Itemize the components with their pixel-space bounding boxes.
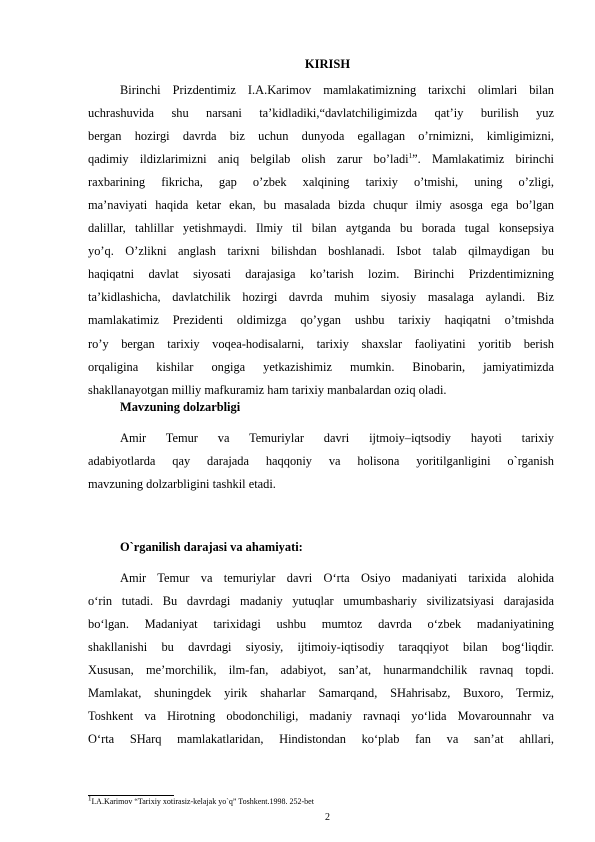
text-line: dalillar, tahlillar yetishmaydi. Ilmiy til bilan aytganda bu borada tugal konsepsiya xyxy=(88,221,554,236)
footnote-divider xyxy=(88,795,174,796)
footnote-mark: 1 xyxy=(88,794,92,803)
text-line: shakllanayotgan milliy mafkuramiz ham tarixiy manbalardan oziq oladi. xyxy=(88,382,447,397)
text-line: mavzuning dolzarbligini tashkil etadi. xyxy=(88,477,276,492)
text-line: Toshkent va Hirotning obodonchiligi, madaniy ravnaqi yo‘lida Movarounnahr va xyxy=(88,709,554,724)
intro-paragraph xyxy=(88,79,554,402)
text-line xyxy=(88,148,554,171)
text-line: adabiyotlarda qay darajada haqqoniy va holisona yoritilganligini o`rganish xyxy=(88,454,554,469)
text-line: ma’naviyati haqida ketar ekan, bu masalada bizda chuqur ilmiy asosga ega bo’lgan xyxy=(88,198,554,213)
text-fragment: ”. Mamlakatimiz birinchi xyxy=(412,152,554,167)
text-line: o‘rin tutadi. Bu davrdagi madaniy yutuqlar umumbashariy sivilizatsiyasi darajasida xyxy=(88,594,554,609)
text-line: yo’q. O’zlikni anglash tarixni bilishdan boshlanadi. Isbot talab qilmaydigan bu xyxy=(88,244,554,259)
text-line: uchrashuvida shu narsani ta’kidladiki,“davlatchiligimizda qat’iy burilish yuz xyxy=(88,106,554,121)
text-line: Amir Temur va temuriylar davri O‘rta Osiyo madaniyati tarixida alohida xyxy=(120,571,554,585)
text-line: Mamlakat, shuningdek yirik shaharlar Samarqand, SHahrisabz, Buxoro, Termiz, xyxy=(88,686,554,701)
footnote-text: I.A.Karimov “Tarixiy xotirasiz-kelajak yo`q” Toshkent.1998. 252-bet xyxy=(91,797,314,806)
section-heading: O`rganilish darajasi va ahamiyati: xyxy=(120,540,303,554)
section2-paragraph xyxy=(88,567,554,751)
text-line: orqaligina kishilar ongiga yetkazishimiz mumkin. Binobarin, jamiyatimizda xyxy=(88,359,554,374)
section1-paragraph xyxy=(88,427,554,496)
text-line: ta’kidlashicha, davlatchilik hozirgi davrda muhim siyosiy masalaga aylandi. Biz xyxy=(88,290,554,305)
text-line: Birinchi Prizdentimiz I.A.Karimov mamlakatimizning tarixchi olimlari bilan xyxy=(120,83,554,97)
section-heading: Mavzuning dolzarbligi xyxy=(120,400,241,414)
footnote-ref: 1 xyxy=(408,152,413,161)
text-line: raxbarining fikricha, gap o’zbek xalqining tarixiy o’tmishi, uning o’zligi, xyxy=(88,175,554,190)
text-line: bo‘lgan. Madaniyat tarixidagi ushbu mumtoz davrda o‘zbek madaniyatining xyxy=(88,617,554,632)
text-line: Xususan, me’morchilik, ilm-fan, adabiyot, san’at, hunarmandchilik ravnaq topdi. xyxy=(88,663,554,678)
text-fragment: qadimiy ildizlarimizni aniq belgilab olish zarur bo’ladi xyxy=(88,152,409,167)
page-number: 2 xyxy=(325,812,330,823)
page-title: KIRISH xyxy=(304,57,351,71)
text-line: haqiqatni davlat siyosati darajasiga ko’tarish lozim. Birinchi Prizdentimizning xyxy=(88,267,554,282)
text-line: shakllanishi bu davrdagi siyosiy, ijtimoiy-iqtisodiy taraqqiyot bilan bog‘liqdir. xyxy=(88,640,554,655)
footnote xyxy=(88,794,314,806)
text-line: mamlakatimiz Prezidenti oldimizga qo’ygan ushbu tarixiy haqiqatni o’tmishda xyxy=(88,313,554,328)
text-line: bergan hozirgi davrda biz uchun dunyoda egallagan o’rnimizni, kimligimizni, xyxy=(88,129,554,144)
text-line: O‘rta SHarq mamlakatlaridan, Hindistondan ko‘plab fan va san’at ahllari, xyxy=(88,732,554,747)
text-line: ro’y bergan tarixiy voqea-hodisalarni, tarixiy shaxslar faoliyatini yoritib berish xyxy=(88,336,554,351)
text-line: Amir Temur va Temuriylar davri ijtmoiy–iqtsodiy hayoti tarixiy xyxy=(120,431,554,445)
